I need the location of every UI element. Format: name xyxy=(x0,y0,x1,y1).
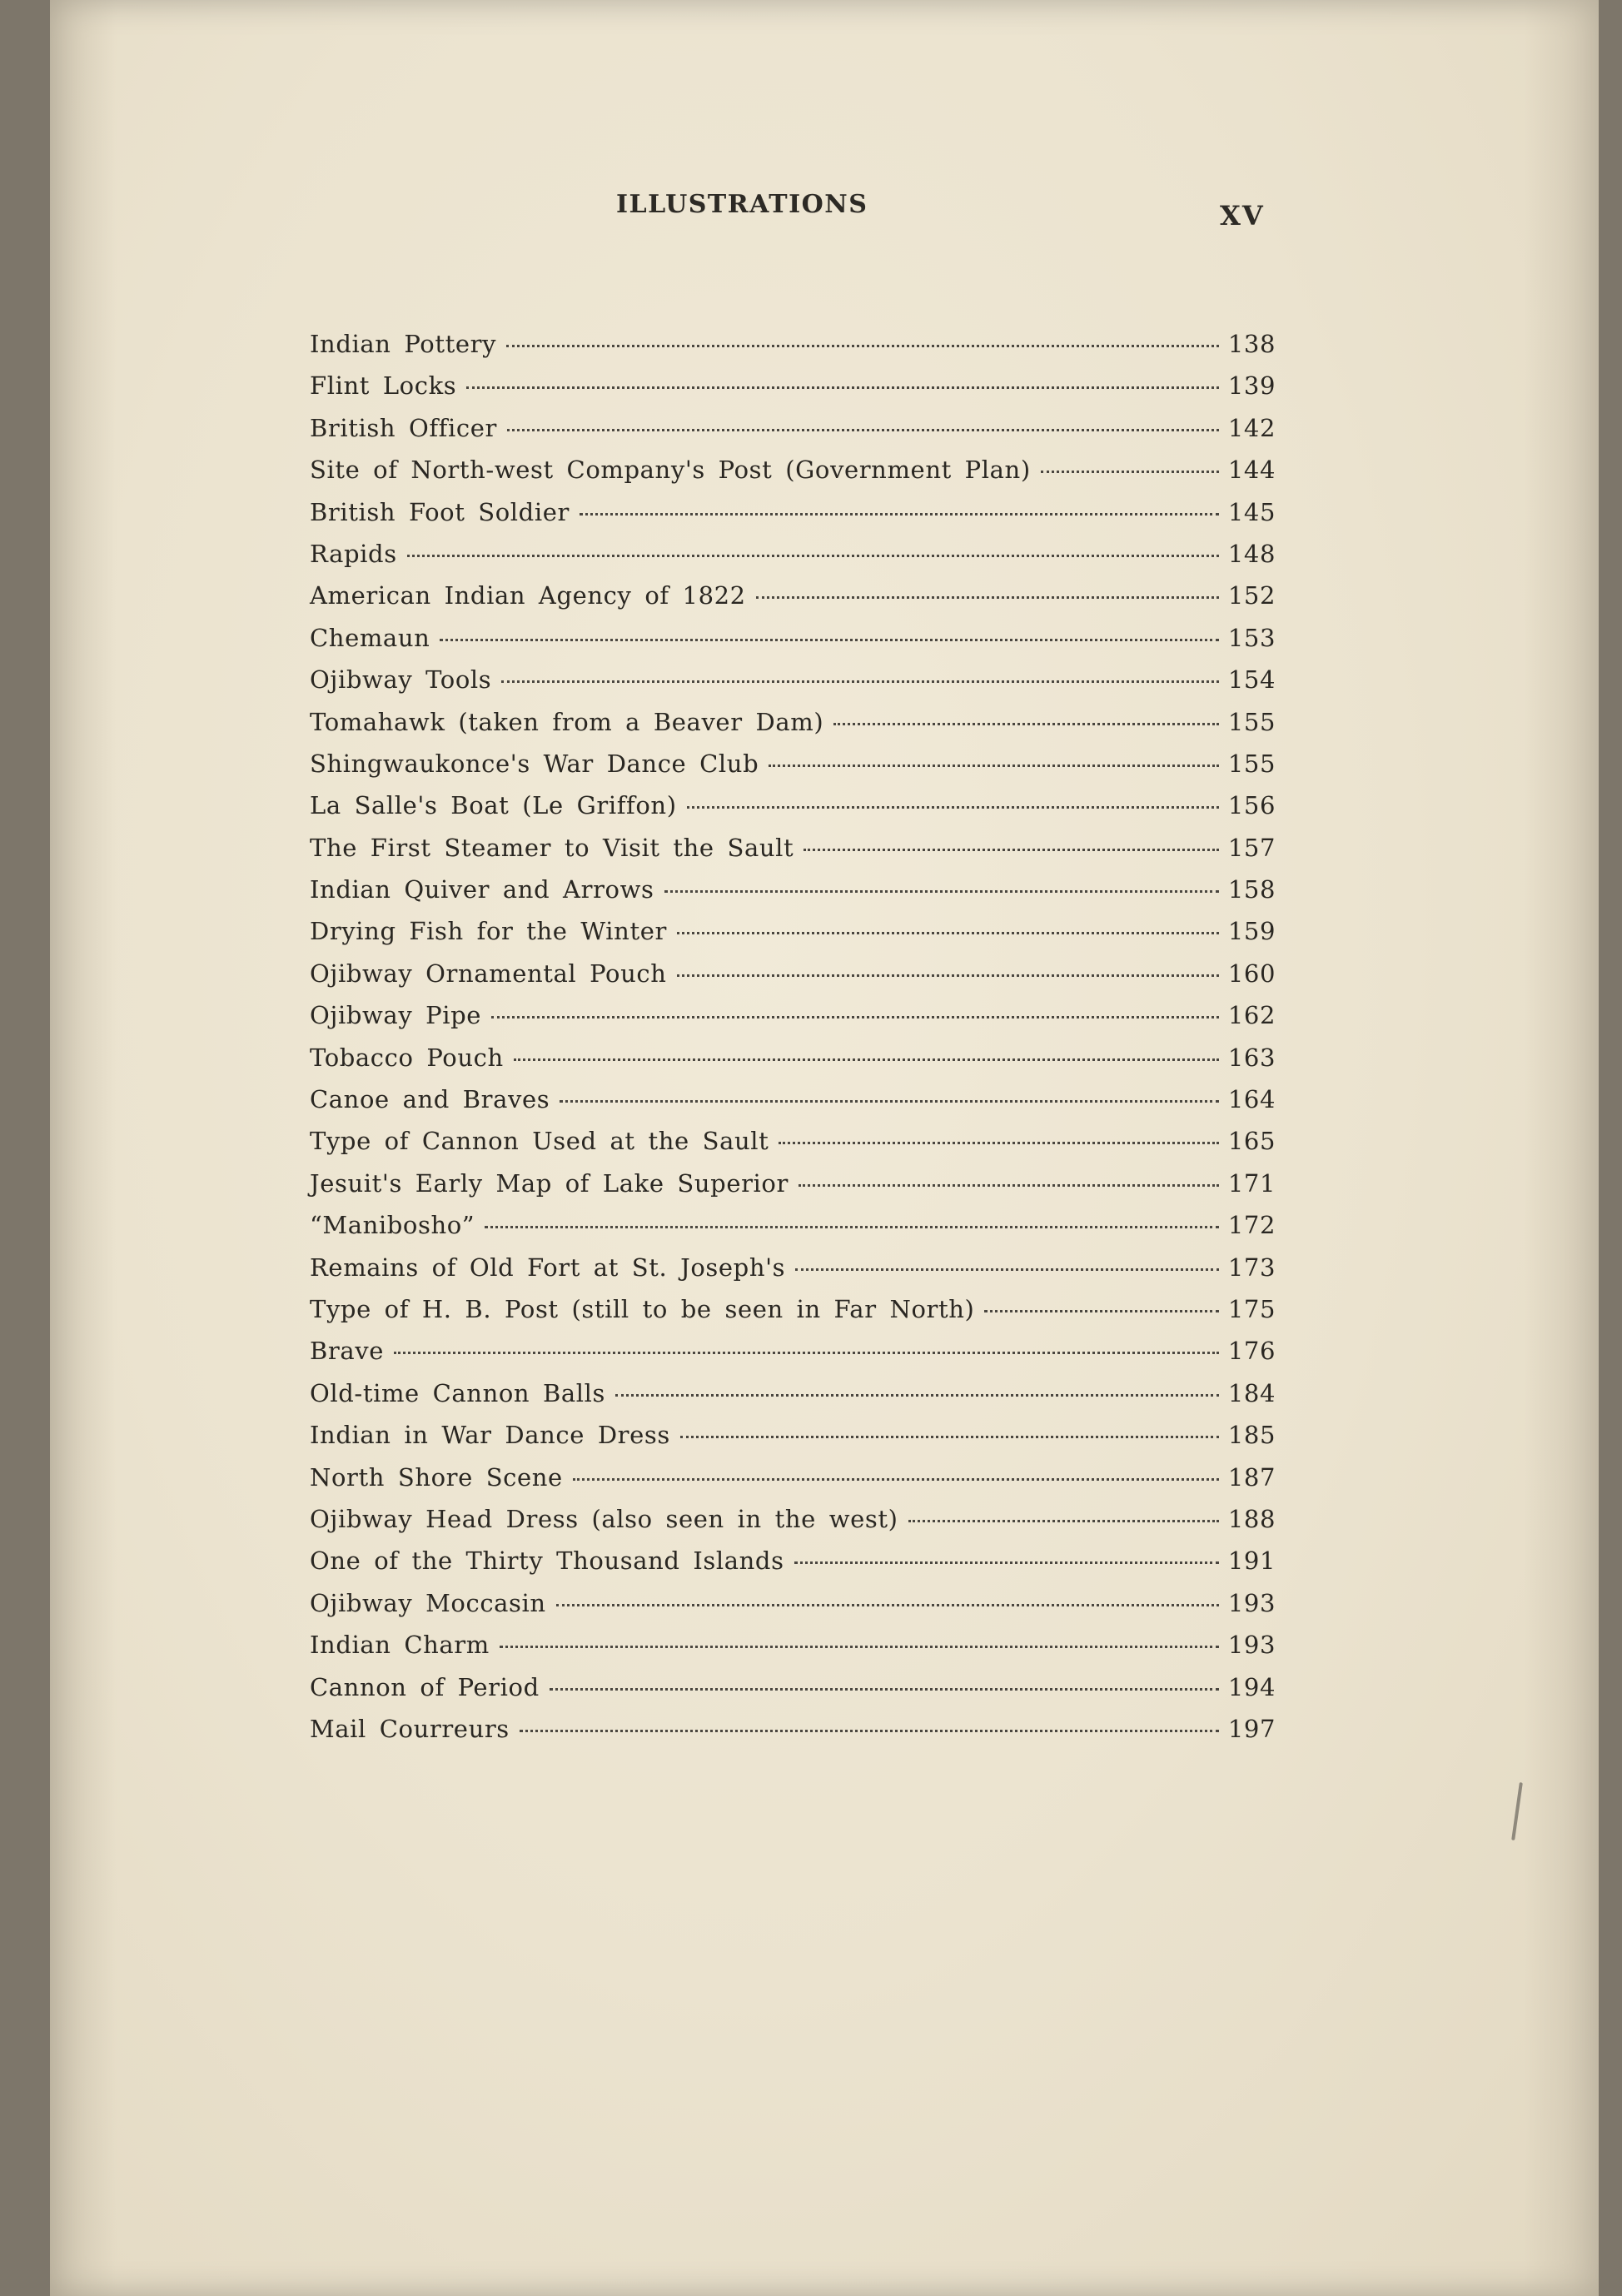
illustration-entry xyxy=(310,1379,1276,1421)
illustration-title: Brave xyxy=(310,1337,385,1366)
dot-leader xyxy=(580,513,1219,515)
dot-leader xyxy=(520,1730,1219,1732)
illustration-page-number: 145 xyxy=(1227,497,1276,526)
illustration-page-number: 155 xyxy=(1227,707,1276,736)
dot-leader xyxy=(799,1184,1219,1187)
illustration-entry xyxy=(310,1043,1276,1085)
illustration-page-number: 175 xyxy=(1227,1294,1276,1323)
illustration-title: British Foot Soldier xyxy=(310,497,570,526)
illustration-title: Remains of Old Fort at St. Joseph's xyxy=(310,1253,786,1282)
illustration-title: Indian in War Dance Dress xyxy=(310,1421,670,1450)
illustration-title: Shingwaukonce's War Dance Club xyxy=(310,749,759,778)
illustration-entry xyxy=(310,1085,1276,1127)
illustration-entry xyxy=(310,1673,1276,1715)
illustration-title: Old-time Cannon Balls xyxy=(310,1378,606,1407)
illustration-title: Jesuit's Early Map of Lake Superior xyxy=(310,1168,789,1198)
illustration-page-number: 155 xyxy=(1227,749,1276,778)
illustration-title: Ojibway Head Dress (also seen in the west) xyxy=(310,1504,898,1533)
illustration-page-number: 162 xyxy=(1227,1001,1276,1030)
illustration-page-number: 142 xyxy=(1227,413,1276,442)
illustration-page-number: 188 xyxy=(1227,1504,1276,1533)
illustration-page-number: 172 xyxy=(1227,1211,1276,1240)
illustration-page-number: 152 xyxy=(1227,581,1276,610)
illustration-title: The First Steamer to Visit the Sault xyxy=(310,833,794,862)
illustration-entry xyxy=(310,750,1276,791)
illustration-title: Type of Cannon Used at the Sault xyxy=(310,1127,769,1156)
page-shadow-left xyxy=(50,0,117,2296)
illustration-entry xyxy=(310,1127,1276,1168)
illustration-page-number: 193 xyxy=(1227,1631,1276,1660)
illustration-entry xyxy=(310,330,1276,371)
illustration-page-number: 159 xyxy=(1227,917,1276,946)
illustration-title: Mail Courreurs xyxy=(310,1714,510,1743)
illustration-entry xyxy=(310,498,1276,540)
dot-leader xyxy=(677,974,1220,977)
illustration-entry xyxy=(310,1169,1276,1211)
illustration-entry xyxy=(310,1546,1276,1588)
running-head: ILLUSTRATIONS xyxy=(616,190,868,219)
illustration-page-number: 164 xyxy=(1227,1085,1276,1114)
page-shadow-right xyxy=(1524,0,1599,2296)
dot-leader xyxy=(407,555,1219,557)
dot-leader xyxy=(1041,471,1219,473)
illustration-title: One of the Thirty Thousand Islands xyxy=(310,1546,784,1576)
illustration-page-number: 171 xyxy=(1227,1168,1276,1198)
illustration-entry xyxy=(310,959,1276,1001)
illustration-entry xyxy=(310,708,1276,750)
dot-leader xyxy=(394,1352,1219,1354)
illustration-page-number: 139 xyxy=(1227,371,1276,401)
illustration-page-number: 191 xyxy=(1227,1546,1276,1576)
illustrations-list xyxy=(310,330,1276,1756)
dot-leader xyxy=(779,1142,1219,1144)
illustration-title: Indian Charm xyxy=(310,1631,490,1660)
dot-leader xyxy=(804,849,1219,851)
illustration-page-number: 176 xyxy=(1227,1337,1276,1366)
illustration-title: American Indian Agency of 1822 xyxy=(310,581,746,610)
illustration-page-number: 160 xyxy=(1227,959,1276,988)
illustration-entry xyxy=(310,834,1276,875)
illustration-entry xyxy=(310,371,1276,413)
illustration-entry xyxy=(310,540,1276,581)
book-page xyxy=(50,0,1599,2296)
dot-leader xyxy=(795,1268,1219,1271)
illustration-entry xyxy=(310,917,1276,959)
illustration-page-number: 148 xyxy=(1227,539,1276,568)
illustration-title: North Shore Scene xyxy=(310,1462,563,1492)
pen-mark xyxy=(1511,1782,1523,1840)
dot-leader xyxy=(984,1310,1219,1312)
illustration-title: Indian Quiver and Arrows xyxy=(310,875,654,904)
illustration-entry xyxy=(310,1631,1276,1672)
dot-leader xyxy=(833,723,1219,725)
illustration-page-number: 173 xyxy=(1227,1253,1276,1282)
illustration-title: Canoe and Braves xyxy=(310,1085,550,1114)
dot-leader xyxy=(506,345,1219,347)
illustration-entry xyxy=(310,1295,1276,1337)
illustration-title: Tomahawk (taken from a Beaver Dam) xyxy=(310,707,824,736)
dot-leader xyxy=(440,639,1219,641)
illustration-entry xyxy=(310,1421,1276,1462)
illustration-title: Ojibway Tools xyxy=(310,665,492,695)
illustration-page-number: 185 xyxy=(1227,1421,1276,1450)
illustration-entry xyxy=(310,414,1276,456)
illustration-entry xyxy=(310,1715,1276,1756)
illustration-page-number: 187 xyxy=(1227,1462,1276,1492)
illustration-entry xyxy=(310,456,1276,497)
illustration-page-number: 158 xyxy=(1227,875,1276,904)
illustration-entry xyxy=(310,1589,1276,1631)
illustration-entry xyxy=(310,791,1276,833)
illustration-entry xyxy=(310,581,1276,623)
illustration-page-number: 194 xyxy=(1227,1672,1276,1701)
dot-leader xyxy=(680,1436,1219,1438)
dot-leader xyxy=(485,1226,1219,1228)
illustration-title: Ojibway Ornamental Pouch xyxy=(310,959,667,988)
illustration-title: “Manibosho” xyxy=(310,1211,475,1240)
illustration-page-number: 138 xyxy=(1227,330,1276,358)
illustration-title: La Salle's Boat (Le Griffon) xyxy=(310,791,677,820)
illustration-entry xyxy=(310,1463,1276,1505)
dot-leader xyxy=(556,1604,1219,1606)
illustration-title: Ojibway Moccasin xyxy=(310,1588,546,1617)
illustration-page-number: 184 xyxy=(1227,1378,1276,1407)
illustration-title: Flint Locks xyxy=(310,371,457,401)
dot-leader xyxy=(560,1100,1219,1103)
dot-leader xyxy=(514,1058,1219,1061)
illustration-entry xyxy=(310,665,1276,707)
dot-leader xyxy=(550,1688,1219,1691)
illustration-page-number: 156 xyxy=(1227,791,1276,820)
illustration-title: Cannon of Period xyxy=(310,1672,540,1701)
illustration-title: British Officer xyxy=(310,413,497,442)
dot-leader xyxy=(908,1520,1219,1522)
illustration-entry xyxy=(310,1001,1276,1043)
illustration-page-number: 144 xyxy=(1227,456,1276,485)
illustration-page-number: 154 xyxy=(1227,665,1276,695)
illustration-entry xyxy=(310,624,1276,665)
illustration-title: Site of North-west Company's Post (Government Plan) xyxy=(310,456,1031,485)
illustration-entry xyxy=(310,875,1276,917)
dot-leader xyxy=(491,1016,1219,1019)
dot-leader xyxy=(769,765,1219,767)
illustration-page-number: 153 xyxy=(1227,623,1276,652)
illustration-title: Drying Fish for the Winter xyxy=(310,917,667,946)
illustration-title: Rapids xyxy=(310,539,397,568)
illustration-entry xyxy=(310,1337,1276,1378)
illustration-page-number: 163 xyxy=(1227,1043,1276,1072)
page-number: XV xyxy=(1220,200,1265,232)
illustration-title: Chemaun xyxy=(310,623,430,652)
dot-leader xyxy=(573,1478,1219,1481)
illustration-entry xyxy=(310,1211,1276,1253)
dot-leader xyxy=(756,596,1219,599)
illustration-title: Type of H. B. Post (still to be seen in Far North) xyxy=(310,1294,975,1323)
illustration-page-number: 193 xyxy=(1227,1588,1276,1617)
dot-leader xyxy=(794,1561,1219,1564)
dot-leader xyxy=(500,1646,1219,1648)
dot-leader xyxy=(501,680,1219,683)
dot-leader xyxy=(615,1394,1219,1397)
illustration-page-number: 157 xyxy=(1227,833,1276,862)
illustration-title: Ojibway Pipe xyxy=(310,1001,482,1030)
dot-leader xyxy=(466,386,1219,389)
dot-leader xyxy=(664,890,1220,893)
dot-leader xyxy=(507,429,1219,431)
dot-leader xyxy=(687,806,1219,809)
illustration-page-number: 165 xyxy=(1227,1127,1276,1156)
illustration-entry xyxy=(310,1253,1276,1295)
illustration-entry xyxy=(310,1505,1276,1546)
dot-leader xyxy=(677,932,1219,934)
illustration-title: Tobacco Pouch xyxy=(310,1043,504,1072)
illustration-title: Indian Pottery xyxy=(310,330,497,358)
illustration-page-number: 197 xyxy=(1227,1714,1276,1743)
